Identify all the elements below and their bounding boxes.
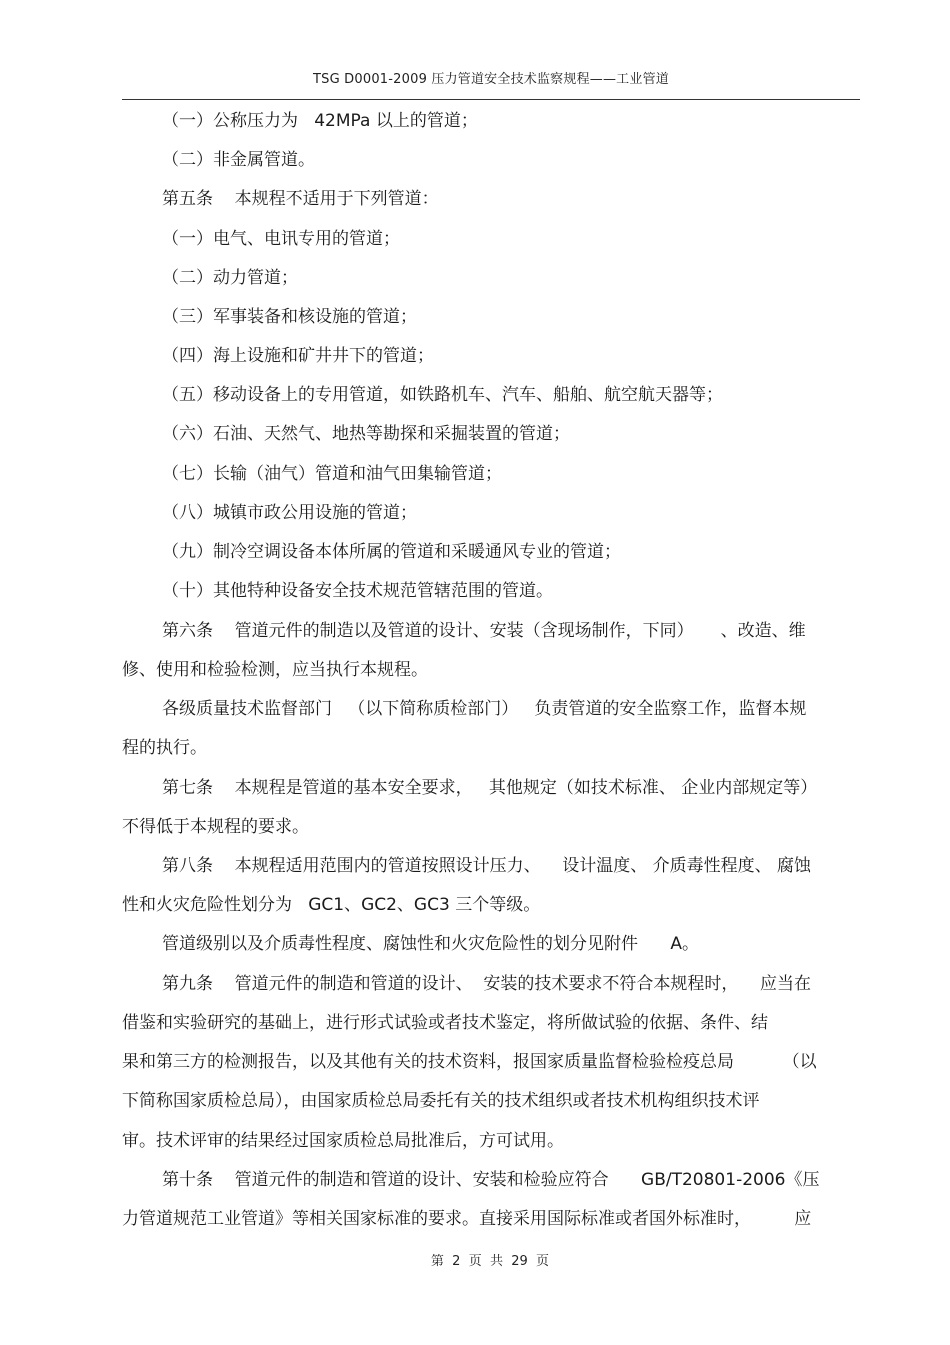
text-line: 性和火灾危险性划分为 GC1、GC2、GC3 三个等级。 — [122, 895, 541, 915]
text-line: （七）长输（油气）管道和油气田集输管道； — [162, 464, 502, 484]
text-line: （十）其他特种设备安全技术规范管辖范围的管道。 — [162, 581, 553, 601]
text-line: （三）军事装备和核设施的管道； — [162, 307, 417, 327]
text-line: 管道级别以及介质毒性程度、腐蚀性和火灾危险性的划分见附件 A。 — [162, 934, 700, 954]
text-line: （二）非金属管道。 — [162, 150, 315, 170]
text-line: （五）移动设备上的专用管道，如铁路机车、汽车、船舶、航空航天器等； — [162, 385, 723, 405]
text-line: 下简称国家质检总局），由国家质检总局委托有关的技术组织或者技术机构组织技术评 — [122, 1091, 760, 1111]
text-line: 审。技术评审的结果经过国家质检总局批准后，方可试用。 — [122, 1131, 564, 1151]
article-9-text: 第九条 管道元件的制造和管道的设计、 安装的技术要求不符合本规程时， 应当在 — [162, 974, 812, 994]
text-line: （一）公称压力为 42MPa 以上的管道； — [162, 111, 478, 131]
article-6-text: 第六条 管道元件的制造以及管道的设计、安装（含现场制作，下同） 、改造、维 — [162, 621, 806, 641]
header-divider — [122, 99, 860, 100]
running-header: TSG D0001-2009 压力管道安全技术监察规程——工业管道 — [312, 72, 669, 87]
text-line: 各级质量技术监督部门 （以下简称质检部门） 负责管道的安全监察工作，监督本规 — [162, 699, 807, 719]
article-8-text: 第八条 本规程适用范围内的管道按照设计压力、 设计温度、 介质毒性程度、 腐蚀 — [162, 856, 812, 876]
article-5-heading: 第五条 本规程不适用于下列管道： — [162, 189, 439, 209]
text-line: 程的执行。 — [122, 738, 207, 758]
text-line: （四）海上设施和矿井井下的管道； — [162, 346, 434, 366]
text-line: 果和第三方的检测报告，以及其他有关的技术资料，报国家质量监督检验检疫总局 （以 — [122, 1052, 817, 1072]
text-line: （六）石油、天然气、地热等勘探和采掘装置的管道； — [162, 424, 570, 444]
page-number-footer: 第 2 页 共 29 页 — [430, 1254, 550, 1269]
text-line: （二）动力管道； — [162, 268, 298, 288]
text-line: 借鉴和实验研究的基础上，进行形式试验或者技术鉴定，将所做试验的依据、条件、结 — [122, 1013, 768, 1033]
text-line: 力管道规范工业管道》等相关国家标准的要求。直接采用国际标准或者国外标准时， 应 — [122, 1209, 812, 1229]
text-line: 修、使用和检验检测，应当执行本规程。 — [122, 660, 428, 680]
text-line: 不得低于本规程的要求。 — [122, 817, 309, 837]
text-line: （九）制冷空调设备本体所属的管道和采暖通风专业的管道； — [162, 542, 621, 562]
article-10-text: 第十条 管道元件的制造和管道的设计、安装和检验应符合 GB/T20801-2006《压 — [162, 1170, 820, 1190]
article-7-text: 第七条 本规程是管道的基本安全要求， 其他规定（如技术标准、 企业内部规定等） — [162, 778, 818, 798]
text-line: （八）城镇市政公用设施的管道； — [162, 503, 417, 523]
text-line: （一）电气、电讯专用的管道； — [162, 229, 400, 249]
